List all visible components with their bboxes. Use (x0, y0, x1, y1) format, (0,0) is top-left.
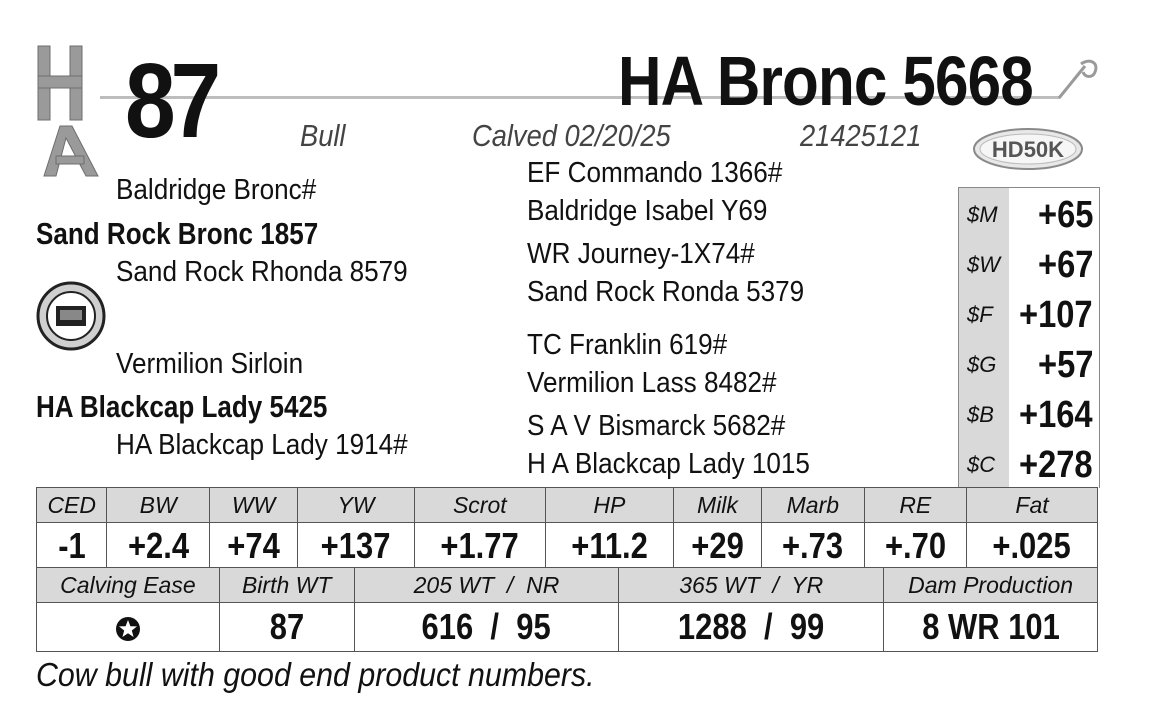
wt205-value (354, 603, 619, 652)
star-icon (115, 616, 141, 642)
pedigree-right-2: Baldridge Isabel Y69 (527, 195, 768, 227)
performance-table (36, 567, 1098, 652)
slash: / (764, 606, 773, 647)
index-row (959, 288, 1099, 338)
birth-wt-header: Birth WT (219, 568, 354, 603)
calving-ease-value (37, 603, 220, 652)
sire-dam: Sand Rock Rhonda 8579 (116, 256, 408, 288)
comment: Cow bull with good end product numbers. (36, 656, 595, 693)
epd-header: YW (298, 488, 415, 523)
epd-value-row (37, 523, 1098, 570)
dam-dam: HA Blackcap Lady 1914# (116, 429, 408, 461)
epd-value: +.73 (762, 523, 864, 570)
dam-production-value: 8 WR 101 (884, 603, 1098, 652)
registration-number: 21425121 (800, 118, 922, 153)
dam-production-header: Dam Production (884, 568, 1098, 603)
epd-value: +137 (298, 523, 415, 570)
calved-date: Calved 02/20/25 (472, 118, 671, 153)
hd50k-badge-text: HD50K (991, 137, 1065, 162)
sire: Sand Rock Bronc 1857 (36, 216, 319, 251)
pedigree-right-5: TC Franklin 619# (527, 329, 728, 361)
index-value: +278 (1019, 444, 1093, 486)
nr: 95 (516, 606, 552, 647)
wt365: 1288 (678, 606, 747, 647)
epd-header-row (37, 488, 1098, 523)
pedigree-right-4: Sand Rock Ronda 5379 (527, 276, 805, 308)
wt205-header: 205 WT / NR (354, 568, 619, 603)
performance-header-row (37, 568, 1098, 603)
index-value: +164 (1019, 394, 1093, 436)
performance-value-row (37, 603, 1098, 652)
epd-value: -1 (37, 523, 107, 570)
epd-header: WW (209, 488, 297, 523)
sire-sire: Baldridge Bronc# (116, 174, 317, 206)
epd-header: Marb (762, 488, 864, 523)
epd-value: +2.4 (107, 523, 209, 570)
epd-header: BW (107, 488, 209, 523)
epd-value: +29 (673, 523, 761, 570)
index-value: +107 (1019, 294, 1093, 336)
sex: Bull (300, 118, 346, 153)
epd-table (36, 487, 1098, 570)
pedigree-right-3: WR Journey-1X74# (527, 238, 755, 270)
epd-header: CED (37, 488, 107, 523)
yr: 99 (790, 606, 825, 647)
index-row (959, 438, 1099, 488)
epd-header: HP (545, 488, 673, 523)
slash: / (490, 606, 500, 647)
dam-sire: Vermilion Sirloin (116, 348, 304, 380)
pedigree-right-7: S A V Bismarck 5682# (527, 410, 786, 442)
hd50k-badge (972, 127, 1084, 171)
dollar-index-box (958, 187, 1100, 488)
index-row (959, 388, 1099, 438)
index-value: +57 (1037, 344, 1093, 386)
epd-value: +11.2 (545, 523, 673, 570)
index-row (959, 188, 1099, 238)
epd-value: +.025 (967, 523, 1098, 570)
pedigree-right-1: EF Commando 1366# (527, 157, 783, 189)
birth-wt-value: 87 (219, 603, 354, 652)
wt205: 616 (421, 606, 474, 647)
index-row (959, 238, 1099, 288)
index-label: $W (967, 252, 1000, 277)
pedigree-right-6: Vermilion Lass 8482# (527, 367, 777, 399)
animal-name: HA Bronc 5668 (618, 42, 1033, 120)
branding-iron-icon (1055, 58, 1105, 102)
wt365-header: 365 WT / YR (619, 568, 884, 603)
index-value: +65 (1037, 194, 1093, 236)
epd-header: Fat (967, 488, 1098, 523)
epd-header: Scrot (414, 488, 545, 523)
index-row (959, 338, 1099, 388)
epd-header: RE (864, 488, 966, 523)
epd-value: +.70 (864, 523, 966, 570)
pedigree-right-8: H A Blackcap Lady 1015 (527, 448, 810, 480)
epd-value: +1.77 (414, 523, 545, 570)
lot-number: 87 (125, 42, 217, 160)
dam: HA Blackcap Lady 5425 (36, 389, 328, 424)
ha-logo (36, 42, 106, 177)
index-label: $B (967, 402, 994, 427)
index-label: $F (967, 302, 993, 327)
wt365-value (619, 603, 884, 652)
epd-header: Milk (673, 488, 761, 523)
index-label: $M (967, 202, 998, 227)
association-seal-icon (36, 280, 106, 352)
index-label: $G (967, 352, 997, 377)
epd-value: +74 (209, 523, 297, 570)
index-value: +67 (1037, 244, 1093, 286)
calving-ease-header: Calving Ease (37, 568, 220, 603)
index-label: $C (967, 452, 996, 477)
